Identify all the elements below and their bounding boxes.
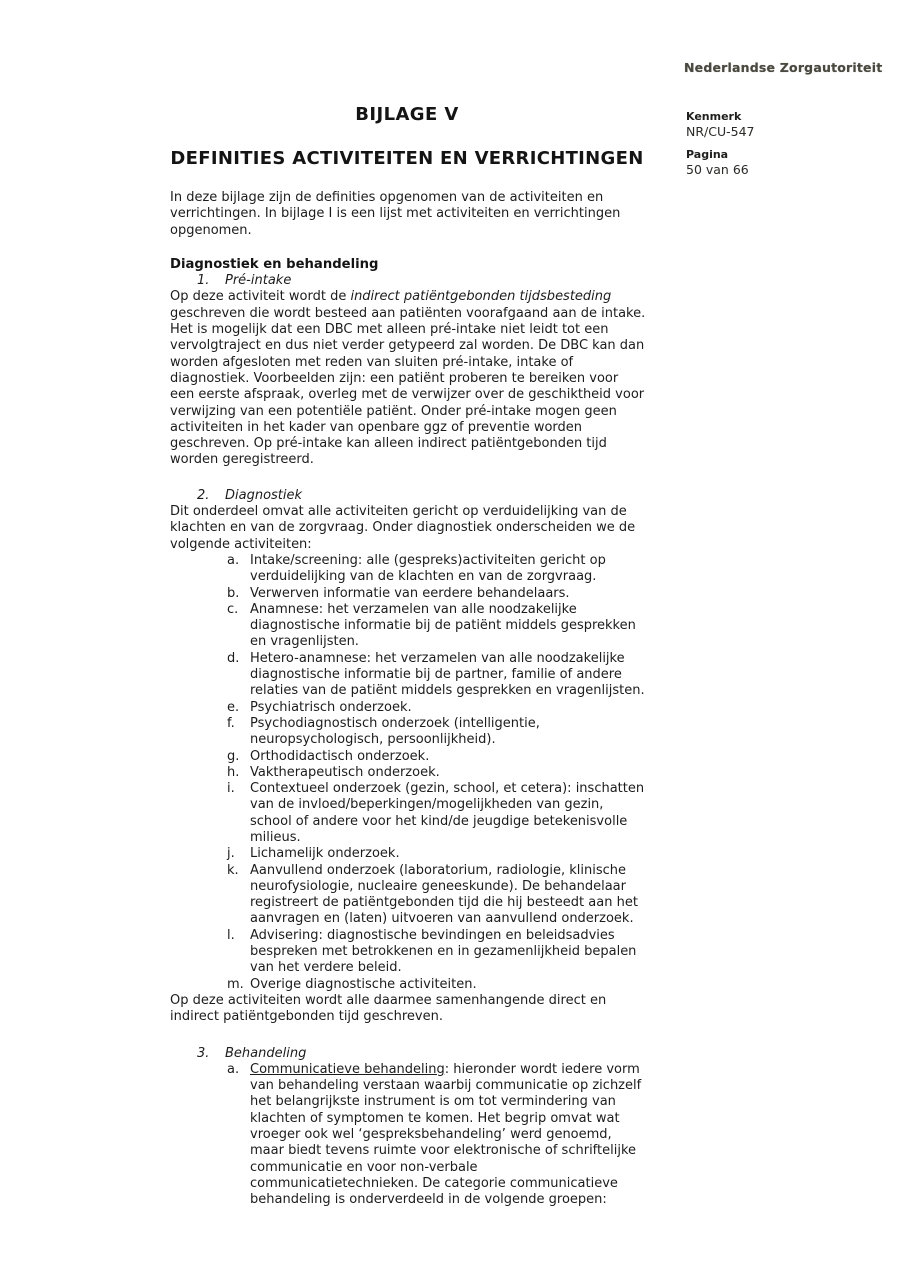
- list-item: [170, 749, 646, 765]
- section-behandeling-title: Behandeling: [225, 1045, 307, 1061]
- kenmerk-block: [686, 110, 866, 139]
- list-item-text: Psychiatrisch onderzoek.: [250, 699, 412, 715]
- pagina-block: [686, 148, 866, 177]
- behandeling-item-term: Communicatieve behandeling: [250, 1061, 445, 1077]
- pagina-label: Pagina: [686, 148, 729, 161]
- list-item-text: Overige diagnostische activiteiten.: [250, 976, 477, 992]
- section-pre-intake-title: Pré-intake: [225, 273, 292, 289]
- section-diagnostiek-number: 2.: [197, 487, 210, 503]
- kenmerk-label: Kenmerk: [686, 110, 742, 123]
- list-item-text: Anamnese: het verzamelen van alle noodzakelijke diagnostische informatie bij de patiënt middels gesprekken en vragenlijsten.: [250, 601, 636, 650]
- list-item-marker: j.: [227, 846, 235, 862]
- behandeling-item-marker: a.: [227, 1061, 240, 1077]
- behandeling-item: [170, 1062, 646, 1209]
- list-item: [170, 586, 646, 602]
- section-behandeling-number: 3.: [197, 1045, 210, 1061]
- list-item: [170, 977, 646, 993]
- list-item: [170, 602, 646, 651]
- list-item-text: Aanvullend onderzoek (laboratorium, radiologie, klinische neurofysiologie, nucleaire geneeskunde). De behandelaar registreert de patiëntgebonden tijd die hij besteedt aan het aanvragen en (laten) uitvoeren van aanvullend onderzoek.: [250, 862, 638, 927]
- list-item-text: Verwerven informatie van eerdere behandelaars.: [250, 585, 570, 601]
- list-item-marker: h.: [227, 764, 240, 780]
- list-item-text: Psychodiagnostisch onderzoek (intelligentie, neuropsychologisch, persoonlijkheid).: [250, 715, 540, 748]
- list-item-text: Lichamelijk onderzoek.: [250, 846, 400, 862]
- list-item-text: Orthodidactisch onderzoek.: [250, 748, 430, 764]
- list-item-marker: c.: [227, 601, 239, 617]
- list-item: [170, 928, 646, 977]
- list-item: [170, 781, 646, 846]
- behandeling-item-text: [250, 1062, 641, 1207]
- list-item-text: Hetero-anamnese: het verzamelen van alle noodzakelijke diagnostische informatie bij de partner, familie of andere relaties van de patiënt middels gesprekken en vragenlijsten.: [250, 650, 645, 699]
- section-pre-intake-heading: [170, 273, 646, 289]
- list-item-text: Advisering: diagnostische bevindingen en beleidsadvies bespreken met betrokkenen en in gezamenlijkheid bepalen van het verdere beleid.: [250, 927, 637, 976]
- list-item: [170, 765, 646, 781]
- diagnostiek-paragraph: Dit onderdeel omvat alle activiteiten gericht op verduidelijking van de klachten en van de zorgvraag. Onder diagnostiek onderscheiden we de volgende activiteiten:: [170, 504, 636, 552]
- chapter-heading: Diagnostiek en behandeling: [170, 256, 379, 272]
- list-item-marker: b.: [227, 585, 240, 601]
- diagnostiek-activity-list: [170, 553, 646, 993]
- list-item-text: Contextueel onderzoek (gezin, school, et cetera): inschatten van de invloed/beperkingen/mogelijkheden van gezin, school of andere voor het kind/de jeugdige betekenisvolle milieus.: [250, 781, 645, 845]
- kenmerk-value: NR/CU-547: [686, 124, 755, 139]
- list-item-marker: g.: [227, 748, 240, 764]
- intro-paragraph: In deze bijlage zijn de definities opgenomen van de activiteiten en verrichtingen. In bijlage I is een lijst met activiteiten en verrichtingen opgenomen.: [170, 190, 621, 238]
- list-item: [170, 553, 646, 586]
- diagnostiek-closing-paragraph: Op deze activiteiten wordt alle daarmee samenhangende direct en indirect patiëntgebonden tijd geschreven.: [170, 992, 607, 1025]
- list-item: [170, 716, 646, 749]
- section-pre-intake-number: 1.: [197, 273, 210, 289]
- pre-intake-paragraph: [170, 289, 646, 468]
- document-body: [170, 190, 646, 1209]
- list-item: [170, 651, 646, 700]
- list-item-marker: k.: [227, 862, 239, 878]
- list-item-marker: m.: [227, 976, 244, 992]
- list-item-marker: d.: [227, 650, 240, 666]
- behandeling-item-description: : hieronder wordt iedere vorm van behandeling verstaan waarbij communicatie op zichzelf het belangrijkste instrument is om tot vermindering van klachten of symptomen te komen. Het begrip omvat wat vroeger ook wel ‘gespreksbehandeling’ werd genoemd, maar biedt tevens ruimte voor elektronische of schriftelijke communicatie en voor non-verbale communicatietechnieken. De categorie communicatieve behandeling is onderverdeeld in de volgende groepen:: [250, 1061, 642, 1208]
- list-item-marker: a.: [227, 552, 240, 568]
- list-item-marker: i.: [227, 781, 235, 797]
- page-title: BIJLAGE V: [355, 104, 459, 125]
- list-item-marker: l.: [227, 927, 235, 943]
- list-item-marker: f.: [227, 715, 235, 731]
- section-behandeling-heading: [170, 1046, 646, 1062]
- nza-logo: Nederlandse Zorgautoriteit: [684, 60, 883, 75]
- pre-intake-text-after: geschreven die wordt besteed aan patiënten voorafgaand aan de intake. Het is mogelijk dat een DBC met alleen pré-intake niet leidt tot een vervolgtraject en dus niet verder getypeerd zal worden. De DBC kan dan worden afgesloten met reden van sluiten pré-intake, intake of diagnostiek. Voorbeelden zijn: een patiënt proberen te bereiken voor een eerste afspraak, overleg met de verwijzer over de geschiktheid voor verwijzing van een potentiële patiënt. Onder pré-intake mogen geen activiteiten in het kader van openbare ggz of preventie worden geschreven. Op pré-intake kan alleen indirect patiëntgebonden tijd worden geregistreerd.: [170, 305, 646, 468]
- pagina-value: 50 van 66: [686, 162, 749, 177]
- pre-intake-text-before: Op deze activiteit wordt de: [170, 289, 351, 305]
- list-item-text: Vaktherapeutisch onderzoek.: [250, 764, 440, 780]
- list-item: [170, 846, 646, 862]
- section-diagnostiek-heading: [170, 488, 646, 504]
- section-diagnostiek-title: Diagnostiek: [225, 487, 303, 503]
- list-item: [170, 700, 646, 716]
- list-item-marker: e.: [227, 699, 240, 715]
- pre-intake-italic-phrase: indirect patiëntgebonden tijdsbesteding: [350, 289, 612, 305]
- page-subtitle: DEFINITIES ACTIVITEITEN EN VERRICHTINGEN: [170, 148, 644, 169]
- list-item-text: Intake/screening: alle (gespreks)activiteiten gericht op verduidelijking van de klachten en van de zorgvraag.: [250, 552, 606, 585]
- list-item: [170, 863, 646, 928]
